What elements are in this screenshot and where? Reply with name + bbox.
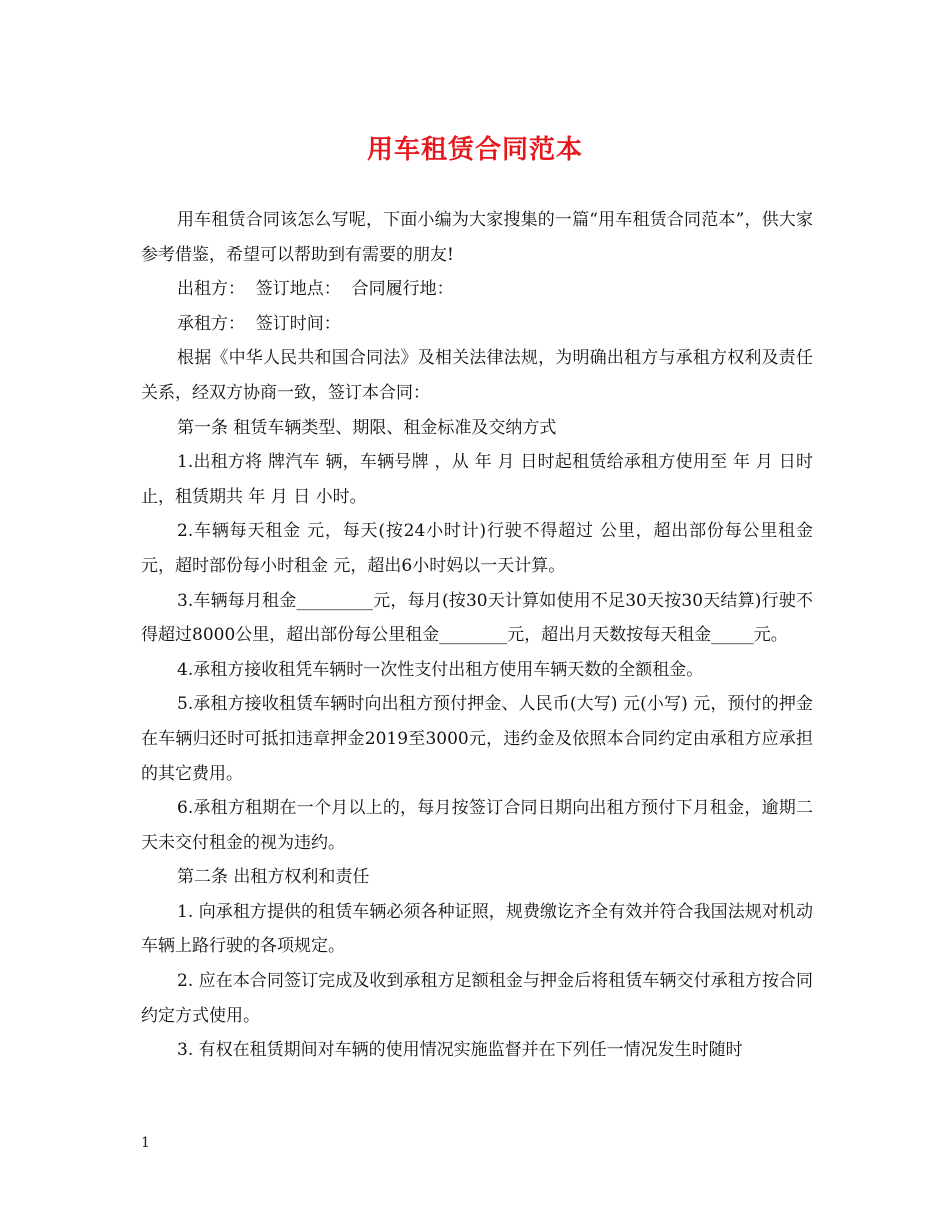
article-2-clause-3: 3. 有权在租赁期间对车辆的使用情况实施监督并在下列任一情况发生时随时 <box>177 1040 743 1061</box>
page-number: 1 <box>141 1135 150 1151</box>
legal-basis-paragraph: 根据《中华人民共和国合同法》及相关法律法规，为明确出租方与承租方权利及责任关系，经双方协商一致，签订本合同： <box>141 348 813 403</box>
document-title: 用车租赁合同范本 <box>366 135 583 165</box>
article-1-clause-6: 6.承租方租期在一个月以上的，每月按签订合同日期向出租方预付下月租金，逾期二天未交付租金的视为违约。 <box>141 798 813 853</box>
article-1-clause-2: 2.车辆每天租金 元，每天(按24小时计)行驶不得超过 公里，超出部份每公里租金 元，超时部份每小时租金 元，超出6小时妈以一天计算。 <box>141 521 819 576</box>
article-1-clause-1: 1.出租方将 牌汽车 辆，车辆号牌 ，从 年 月 日时起租赁给承租方使用至 年 月 日时止，租赁期共 年 月 日 小时。 <box>141 452 813 507</box>
article-1-clause-4: 4.承租方接收租凭车辆时一次性支付出租方使用车辆天数的全额租金。 <box>177 659 704 680</box>
lessee-line: 承租方： 签订时间： <box>177 313 341 334</box>
article-2-clause-1: 1. 向承租方提供的租赁车辆必须各种证照，规费缴讫齐全有效并符合我国法规对机动车辆上路行驶的各项规定。 <box>141 901 813 957</box>
article-1-clause-3: 3.车辆每月租金_________元，每月(按30天计算如使用不足30天按30天结算)行驶不得超过8000公里，超出部份每公里租金________元，超出月天数按每天租金_____元。 <box>141 590 813 646</box>
lessor-line: 出租方： 签订地点： 合同履行地： <box>177 279 454 300</box>
article-2-heading: 第二条 出租方权利和责任 <box>177 867 370 888</box>
intro-paragraph: 用车租赁合同该怎么写呢，下面小编为大家搜集的一篇“用车租赁合同范本”，供大家参考借鉴，希望可以帮助到有需要的朋友! <box>141 210 813 265</box>
article-2-clause-2: 2. 应在本合同签订完成及收到承租方足额租金与押金后将租赁车辆交付承租方按合同约定方式使用。 <box>141 971 813 1026</box>
article-1-clause-5: 5.承租方接收租赁车辆时向出租方预付押金、人民币(大写) 元(小写) 元，预付的押金在车辆归还时可抵扣违章押金2019至3000元，违约金及依照本合同约定由承租方应承担的其它费用。 <box>141 694 813 784</box>
document-body <box>141 203 819 1068</box>
article-1-heading: 第一条 租赁车辆类型、期限、租金标准及交纳方式 <box>177 417 557 438</box>
